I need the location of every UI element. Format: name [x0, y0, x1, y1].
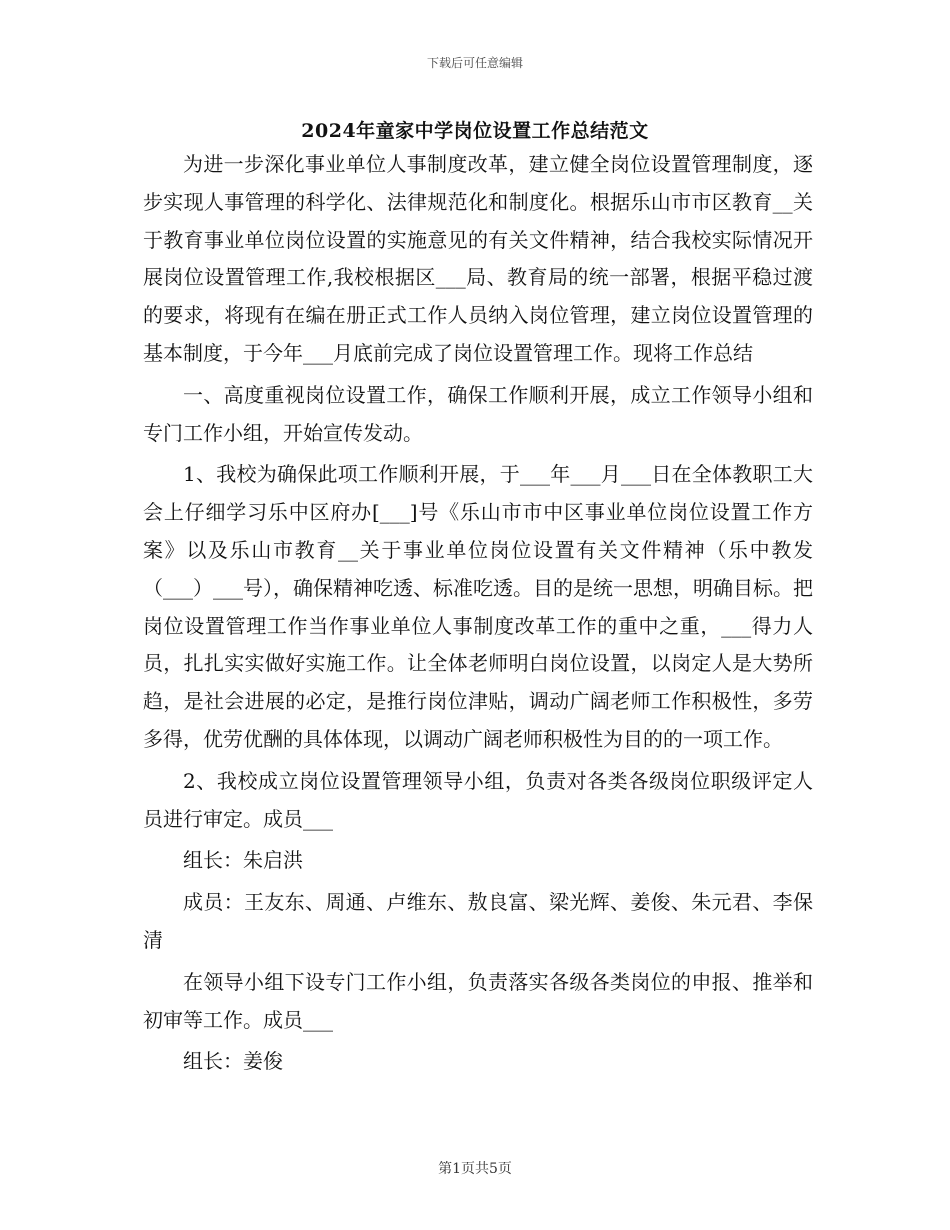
paragraph-work-group-leader: 组长：姜俊 [183, 1049, 283, 1074]
paragraph-intro: 为进一步深化事业单位人事制度改革，建立健全岗位设置管理制度，逐步实现人事管理的科学化、法律规范化和制度化。根据乐山市市区教育__关于教育事业单位岗位设置的实施意见的有关文件精神，结合我校实际情况开展岗位设置管理工作,我校根据区___局、教育局的统一部署，根据平稳过渡的要求，将现有在编在册正式工作人员纳入岗位管理，建立岗位设置管理的基本制度，于今年___月底前完成了岗位设置管理工作。现将工作总结 [143, 152, 813, 365]
paragraph-members: 成员：王友东、周通、卢维东、敖良富、梁光辉、姜俊、朱元君、李保清 [143, 890, 813, 952]
page-footer-number: 第1页共5页 [438, 1161, 512, 1177]
document-title: 2024年童家中学岗位设置工作总结范文 [301, 120, 649, 142]
paragraph-leader: 组长：朱启洪 [183, 848, 303, 873]
paragraph-item-2: 2、我校成立岗位设置管理领导小组，负责对各类各级岗位职级评定人员进行审定。成员___ [143, 768, 813, 831]
paragraph-work-group: 在领导小组下设专门工作小组，负责落实各级各类岗位的申报、推举和初审等工作。成员___ [143, 969, 813, 1032]
page-header-note: 下载后可任意编辑 [426, 56, 523, 70]
paragraph-item-1: 1、我校为确保此项工作顺利开展，于___年___月___日在全体教职工大会上仔细学习乐中区府办[___]号《乐山市市中区事业单位岗位设置工作方案》以及乐山市教育__关于事业单位岗位设置有关文件精神（乐中教发（___）___号），确保精神吃透、标准吃透。目的是统一思想，明确目标。把岗位设置管理工作当作事业单位人事制度改革工作的重中之重，___得力人员，扎扎实实做好实施工作。让全体老师明白岗位设置，以岗定人是大势所趋，是社会进展的必定，是推行岗位津贴，调动广阔老师工作积极性，多劳多得，优劳优酬的具体体现，以调动广阔老师积极性为目的的一项工作。 [143, 462, 813, 751]
document-body [143, 146, 813, 1081]
paragraph-section-1: 一、高度重视岗位设置工作，确保工作顺利开展，成立工作领导小组和专门工作小组，开始宣传发动。 [143, 382, 813, 445]
